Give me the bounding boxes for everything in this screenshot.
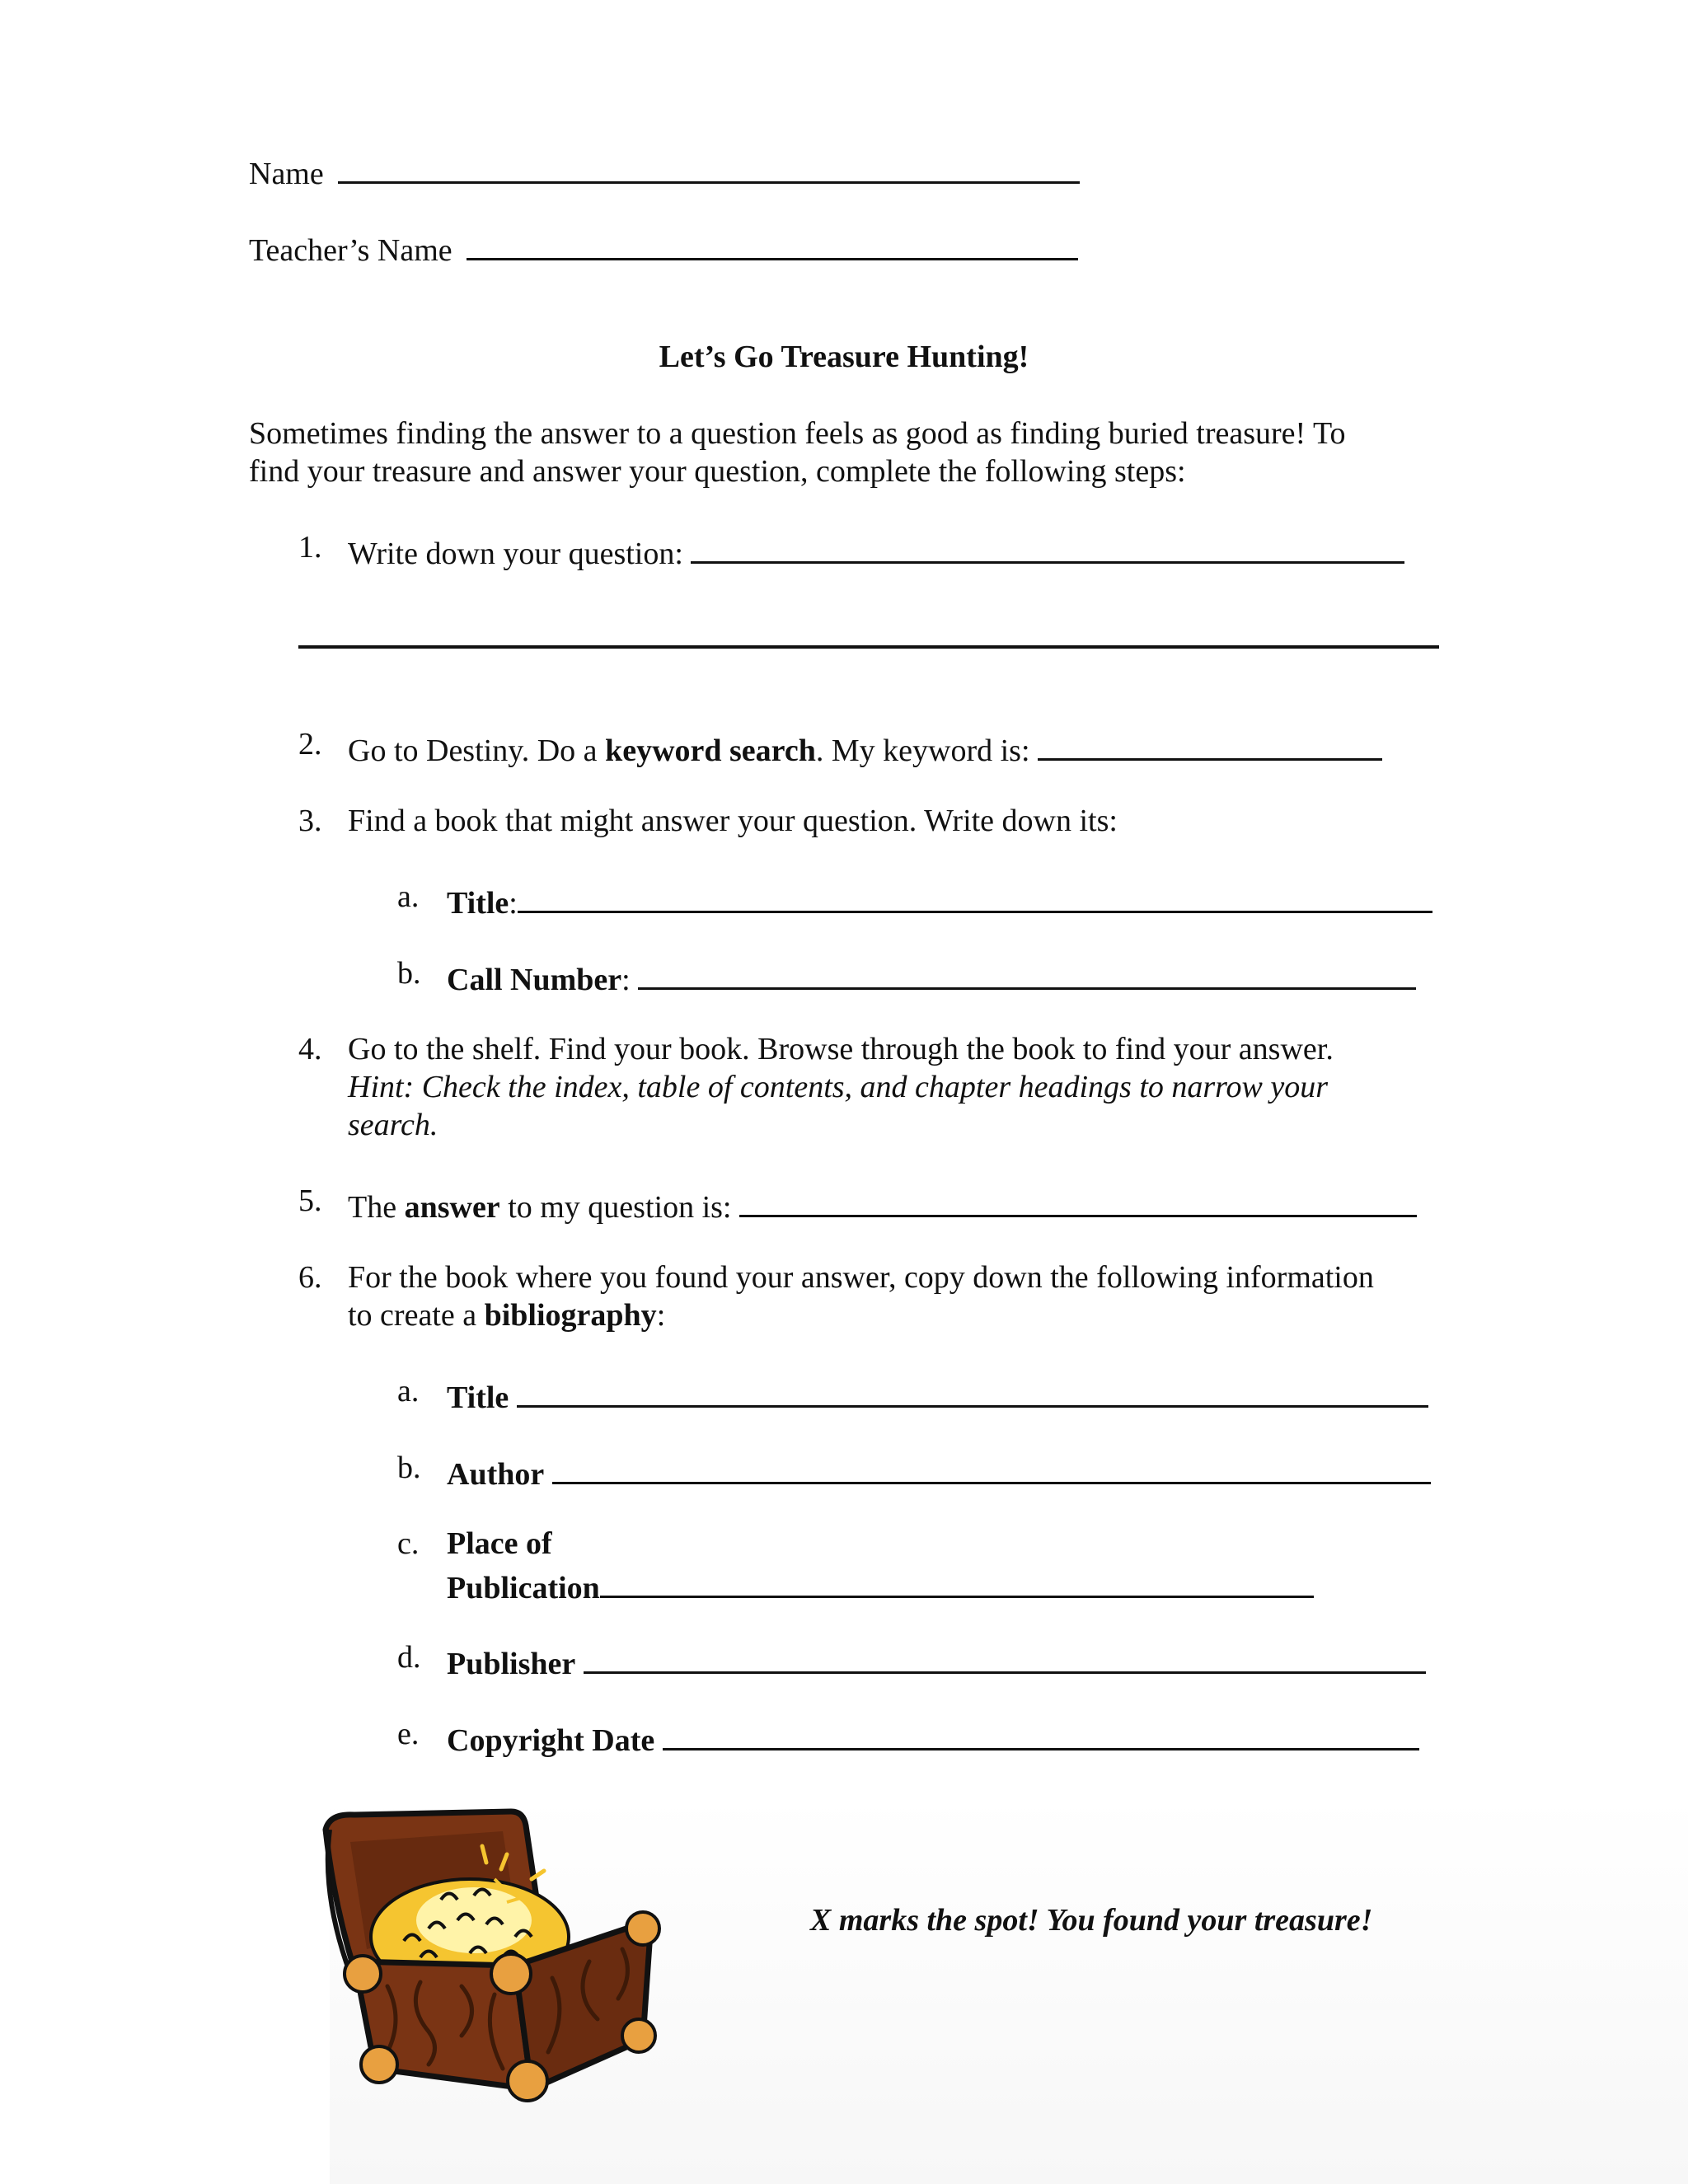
step-6-line-2-end: : xyxy=(656,1298,666,1333)
step-1-text: Write down your question: xyxy=(348,537,692,571)
step-6-line-2 xyxy=(348,1296,665,1334)
page-title: Let’s Go Treasure Hunting! xyxy=(659,340,1029,374)
step-2-bold: keyword search xyxy=(605,733,816,768)
step-5-bold: answer xyxy=(404,1190,500,1225)
teacher-name-label: Teacher’s Name xyxy=(249,233,452,268)
step-4-number: 4. xyxy=(298,1032,322,1066)
bib-place-label-2: Publication xyxy=(447,1571,600,1605)
step-6-text: For the book where you found your answer, copy down the following information xyxy=(348,1260,1374,1295)
book-title-colon: : xyxy=(509,886,518,921)
step-2-text-end: . My keyword is: xyxy=(815,733,1038,768)
intro-line-1: Sometimes finding the answer to a question feels as good as finding buried treasure! To xyxy=(249,416,1346,451)
call-number-colon: : xyxy=(621,963,639,997)
bib-title-label: Title xyxy=(447,1380,509,1415)
bib-copyright-label: Copyright Date xyxy=(447,1723,655,1758)
step-5-text: The xyxy=(348,1190,405,1225)
step-4-text: Go to the shelf. Find your book. Browse through the book to find your answer. xyxy=(348,1032,1334,1066)
bibliography-bold: bibliography xyxy=(484,1298,657,1333)
bib-title-blank[interactable] xyxy=(517,1372,1428,1408)
bib-publisher-letter: d. xyxy=(397,1640,421,1675)
bib-copyright-blank[interactable] xyxy=(663,1715,1419,1750)
step-1-number: 1. xyxy=(298,530,322,565)
keyword-blank[interactable] xyxy=(1038,725,1382,761)
name-field xyxy=(249,148,1080,193)
step-3a-letter: a. xyxy=(397,879,420,914)
footer-message: X marks the spot! You found your treasure! xyxy=(810,1903,1373,1938)
bib-place-label-1: Place of xyxy=(447,1526,552,1561)
intro-line-2: find your treasure and answer your question, complete the following steps: xyxy=(249,454,1186,489)
step-5-text-end: to my question is: xyxy=(499,1190,739,1225)
step-3b-letter: b. xyxy=(397,956,421,991)
bib-author-label: Author xyxy=(447,1457,545,1492)
question-blank[interactable] xyxy=(691,528,1404,564)
step-3-number: 3. xyxy=(298,804,322,838)
teacher-name-blank[interactable] xyxy=(467,225,1078,260)
step-4-hint-1: Hint: Check the index, table of contents, and chapter headings to narrow your xyxy=(348,1070,1329,1104)
step-5-number: 5. xyxy=(298,1183,322,1218)
bib-place-blank[interactable] xyxy=(600,1563,1314,1598)
name-label: Name xyxy=(249,157,324,191)
bib-copyright-letter: e. xyxy=(397,1717,420,1751)
bib-place-letter: c. xyxy=(397,1526,420,1561)
step-6-line-2-text: to create a xyxy=(348,1298,485,1333)
name-blank[interactable] xyxy=(338,148,1080,184)
step-3-text: Find a book that might answer your question. Write down its: xyxy=(348,804,1118,838)
bib-place-line-2 xyxy=(447,1563,1314,1607)
step-2-text: Go to Destiny. Do a xyxy=(348,733,606,768)
bib-publisher-label: Publisher xyxy=(447,1647,576,1681)
teacher-name-field xyxy=(249,225,1078,269)
treasure-chest-icon xyxy=(305,1797,668,2110)
book-title-blank[interactable] xyxy=(518,878,1432,913)
bib-author-blank[interactable] xyxy=(552,1449,1431,1484)
bib-title-letter: a. xyxy=(397,1374,420,1408)
call-number-label: Call Number xyxy=(447,963,622,997)
call-number-blank[interactable] xyxy=(638,954,1416,990)
step-2-number: 2. xyxy=(298,727,322,762)
answer-blank[interactable] xyxy=(739,1182,1417,1217)
bib-publisher-blank[interactable] xyxy=(584,1638,1426,1674)
step-6-number: 6. xyxy=(298,1260,322,1295)
question-blank-line-2[interactable] xyxy=(298,645,1439,649)
step-4-hint-2: search. xyxy=(348,1108,438,1142)
bib-author-letter: b. xyxy=(397,1451,421,1485)
book-title-label: Title xyxy=(447,886,509,921)
